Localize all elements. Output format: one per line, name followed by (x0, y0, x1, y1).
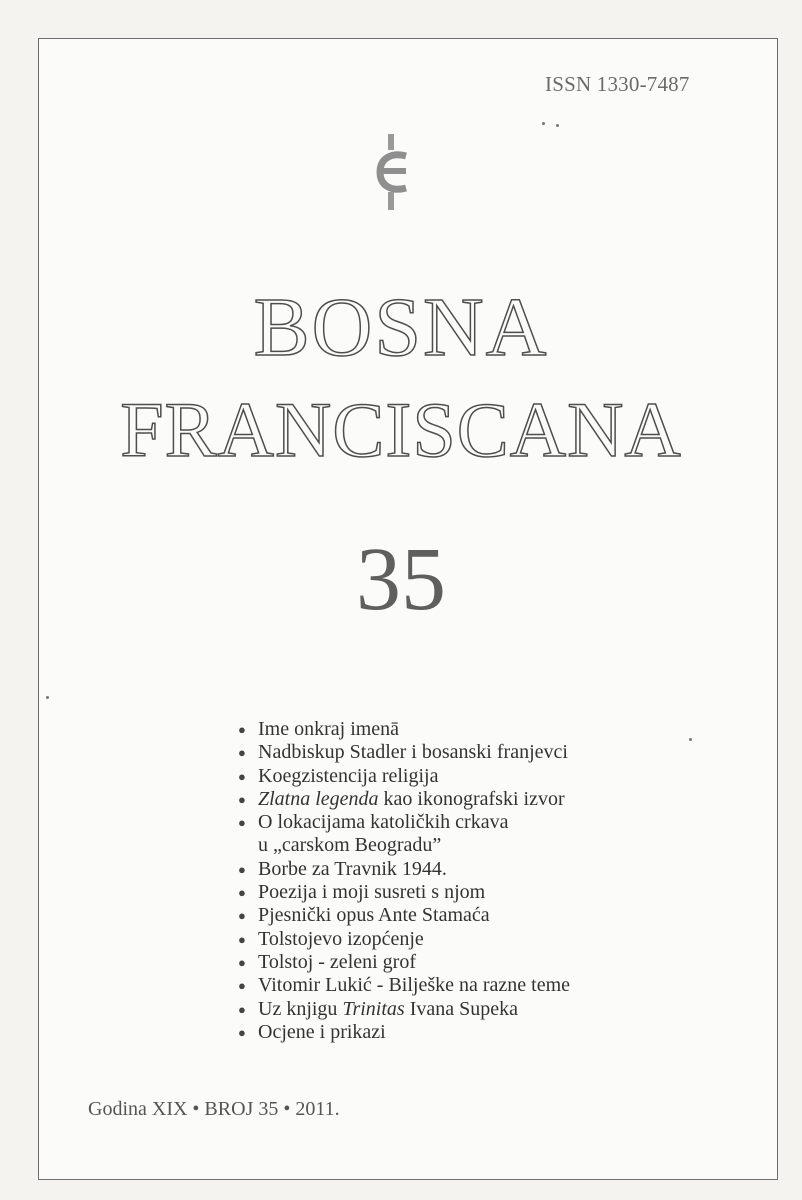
toc-item (234, 788, 684, 811)
toc-item (234, 974, 684, 997)
bullet-icon: ● (238, 1001, 246, 1017)
bullet-icon: ● (238, 861, 246, 877)
toc-item (234, 1021, 684, 1044)
toc-item-italic-text: Zlatna legenda (258, 787, 379, 810)
print-speck (556, 124, 559, 127)
bullet-icon: ● (238, 885, 246, 901)
toc-item-italic-text: Trinitas (342, 997, 405, 1020)
issn-label: ISSN 1330-7487 (545, 72, 690, 96)
toc-item-text: Nadbiskup Stadler i bosanski franjevci (258, 741, 568, 764)
bullet-icon: ● (238, 768, 246, 784)
bullet-icon: ● (238, 954, 246, 970)
bullet-icon: ● (238, 908, 246, 924)
toc-item (234, 998, 684, 1021)
print-speck (46, 696, 49, 699)
bullet-icon: ● (238, 745, 246, 761)
toc-item-text: Pjesnički opus Ante Stamaća (258, 904, 490, 927)
franciscan-e-monogram-icon (362, 134, 422, 214)
toc-item (234, 811, 684, 858)
toc-item-text: Tolstoj - zeleni grof (258, 950, 416, 973)
toc-item-continuation: u „carskom Beogradu” (258, 834, 442, 857)
bullet-icon: ● (238, 931, 246, 947)
toc-item-text: Poezija i moji susreti s njom (258, 881, 486, 904)
toc-item-text: Koegzistencija religija (258, 764, 439, 787)
toc-item (234, 904, 684, 927)
toc-item (234, 741, 684, 764)
toc-item-text: Ivana Supeka (404, 997, 518, 1020)
toc-item (234, 858, 684, 881)
toc-item-text: Borbe za Travnik 1944. (258, 857, 447, 880)
bullet-icon: ● (238, 978, 246, 994)
bullet-icon: ● (238, 815, 246, 831)
bullet-icon: ● (238, 791, 246, 807)
toc-item (234, 765, 684, 788)
issue-number: 35 (356, 530, 446, 629)
toc-item-text: Tolstojevo izopćenje (258, 927, 424, 950)
toc-item-text: kao ikonografski izvor (378, 787, 565, 810)
toc-item (234, 951, 684, 974)
print-speck (542, 122, 545, 125)
journal-title-line-1: BOSNA (253, 281, 549, 374)
bullet-icon: ● (238, 722, 246, 737)
toc-item-text: Uz knjigu (258, 997, 343, 1020)
toc-item (234, 881, 684, 904)
toc-item-text: Ocjene i prikazi (258, 1020, 386, 1043)
toc-item (234, 928, 684, 951)
toc-item-text: Ime onkraj imenā (258, 718, 400, 740)
issue-footer: Godina XIX • BROJ 35 • 2011. (88, 1098, 340, 1120)
print-speck (689, 738, 692, 741)
toc-item (234, 718, 684, 741)
journal-title-line-2: FRANCISCANA (120, 386, 682, 473)
toc-item-text: O lokacijama katoličkih crkava (258, 811, 509, 834)
toc-item-text: Vitomir Lukić - Bilješke na razne teme (258, 974, 571, 997)
bullet-icon: ● (238, 1024, 246, 1040)
table-of-contents (234, 718, 684, 1044)
